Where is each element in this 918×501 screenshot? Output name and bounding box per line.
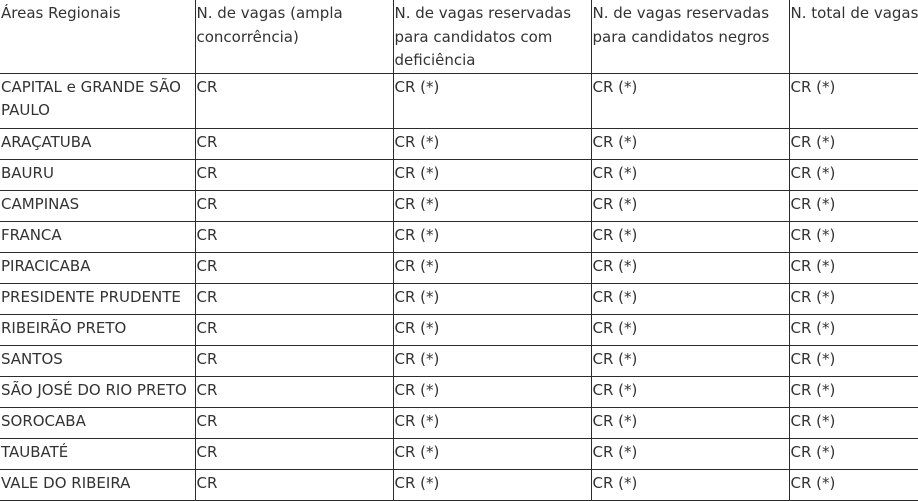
total-vacancies-cell: CR (*) — [789, 345, 918, 376]
header-regional-areas: Áreas Regionais — [0, 0, 195, 73]
black-reserved-cell: CR (*) — [591, 128, 789, 159]
total-vacancies-cell: CR (*) — [789, 128, 918, 159]
open-competition-cell: CR — [195, 73, 393, 128]
open-competition-cell: CR — [195, 407, 393, 438]
black-reserved-cell: CR (*) — [591, 407, 789, 438]
open-competition-cell: CR — [195, 252, 393, 283]
total-vacancies-cell: CR (*) — [789, 376, 918, 407]
region-cell: TAUBATÉ — [0, 438, 195, 469]
open-competition-cell: CR — [195, 376, 393, 407]
total-vacancies-cell: CR (*) — [789, 221, 918, 252]
open-competition-cell: CR — [195, 283, 393, 314]
total-vacancies-cell: CR (*) — [789, 159, 918, 190]
open-competition-cell: CR — [195, 159, 393, 190]
disability-reserved-cell: CR (*) — [393, 376, 591, 407]
total-vacancies-cell: CR (*) — [789, 469, 918, 500]
open-competition-cell: CR — [195, 190, 393, 221]
table-row — [0, 314, 918, 345]
open-competition-cell: CR — [195, 314, 393, 345]
open-competition-cell: CR — [195, 345, 393, 376]
header-disability-reserved: N. de vagas reservadas para candidatos com deficiência — [393, 0, 591, 73]
region-cell: SANTOS — [0, 345, 195, 376]
open-competition-cell: CR — [195, 128, 393, 159]
black-reserved-cell: CR (*) — [591, 469, 789, 500]
table-row — [0, 159, 918, 190]
total-vacancies-cell: CR (*) — [789, 407, 918, 438]
table-row — [0, 345, 918, 376]
table-row — [0, 252, 918, 283]
total-vacancies-cell: CR (*) — [789, 252, 918, 283]
black-reserved-cell: CR (*) — [591, 283, 789, 314]
region-cell: PRESIDENTE PRUDENTE — [0, 283, 195, 314]
region-cell: BAURU — [0, 159, 195, 190]
disability-reserved-cell: CR (*) — [393, 128, 591, 159]
open-competition-cell: CR — [195, 469, 393, 500]
black-reserved-cell: CR (*) — [591, 221, 789, 252]
header-black-reserved: N. de vagas reservadas para candidatos negros — [591, 0, 789, 73]
black-reserved-cell: CR (*) — [591, 438, 789, 469]
total-vacancies-cell: CR (*) — [789, 190, 918, 221]
header-total-vacancies: N. total de vagas — [789, 0, 918, 73]
table-row — [0, 407, 918, 438]
table-row — [0, 469, 918, 500]
header-open-competition: N. de vagas (ampla concorrência) — [195, 0, 393, 73]
total-vacancies-cell: CR (*) — [789, 73, 918, 128]
region-cell: RIBEIRÃO PRETO — [0, 314, 195, 345]
disability-reserved-cell: CR (*) — [393, 407, 591, 438]
region-cell: PIRACICABA — [0, 252, 195, 283]
region-cell: CAMPINAS — [0, 190, 195, 221]
disability-reserved-cell: CR (*) — [393, 221, 591, 252]
disability-reserved-cell: CR (*) — [393, 190, 591, 221]
total-vacancies-cell: CR (*) — [789, 438, 918, 469]
table-row — [0, 438, 918, 469]
disability-reserved-cell: CR (*) — [393, 159, 591, 190]
disability-reserved-cell: CR (*) — [393, 314, 591, 345]
region-cell: ARAÇATUBA — [0, 128, 195, 159]
region-cell: SÃO JOSÉ DO RIO PRETO — [0, 376, 195, 407]
disability-reserved-cell: CR (*) — [393, 469, 591, 500]
table-row — [0, 283, 918, 314]
region-cell: VALE DO RIBEIRA — [0, 469, 195, 500]
open-competition-cell: CR — [195, 221, 393, 252]
table-row — [0, 221, 918, 252]
black-reserved-cell: CR (*) — [591, 252, 789, 283]
disability-reserved-cell: CR (*) — [393, 345, 591, 376]
region-cell: SOROCABA — [0, 407, 195, 438]
table-header-row — [0, 0, 918, 73]
black-reserved-cell: CR (*) — [591, 190, 789, 221]
disability-reserved-cell: CR (*) — [393, 283, 591, 314]
total-vacancies-cell: CR (*) — [789, 283, 918, 314]
total-vacancies-cell: CR (*) — [789, 314, 918, 345]
region-cell: CAPITAL e GRANDE SÃO PAULO — [0, 73, 195, 128]
disability-reserved-cell: CR (*) — [393, 438, 591, 469]
table-row — [0, 128, 918, 159]
table-row — [0, 73, 918, 128]
black-reserved-cell: CR (*) — [591, 159, 789, 190]
black-reserved-cell: CR (*) — [591, 73, 789, 128]
region-cell: FRANCA — [0, 221, 195, 252]
table-row — [0, 376, 918, 407]
table-row — [0, 190, 918, 221]
open-competition-cell: CR — [195, 438, 393, 469]
disability-reserved-cell: CR (*) — [393, 73, 591, 128]
black-reserved-cell: CR (*) — [591, 376, 789, 407]
black-reserved-cell: CR (*) — [591, 345, 789, 376]
black-reserved-cell: CR (*) — [591, 314, 789, 345]
disability-reserved-cell: CR (*) — [393, 252, 591, 283]
